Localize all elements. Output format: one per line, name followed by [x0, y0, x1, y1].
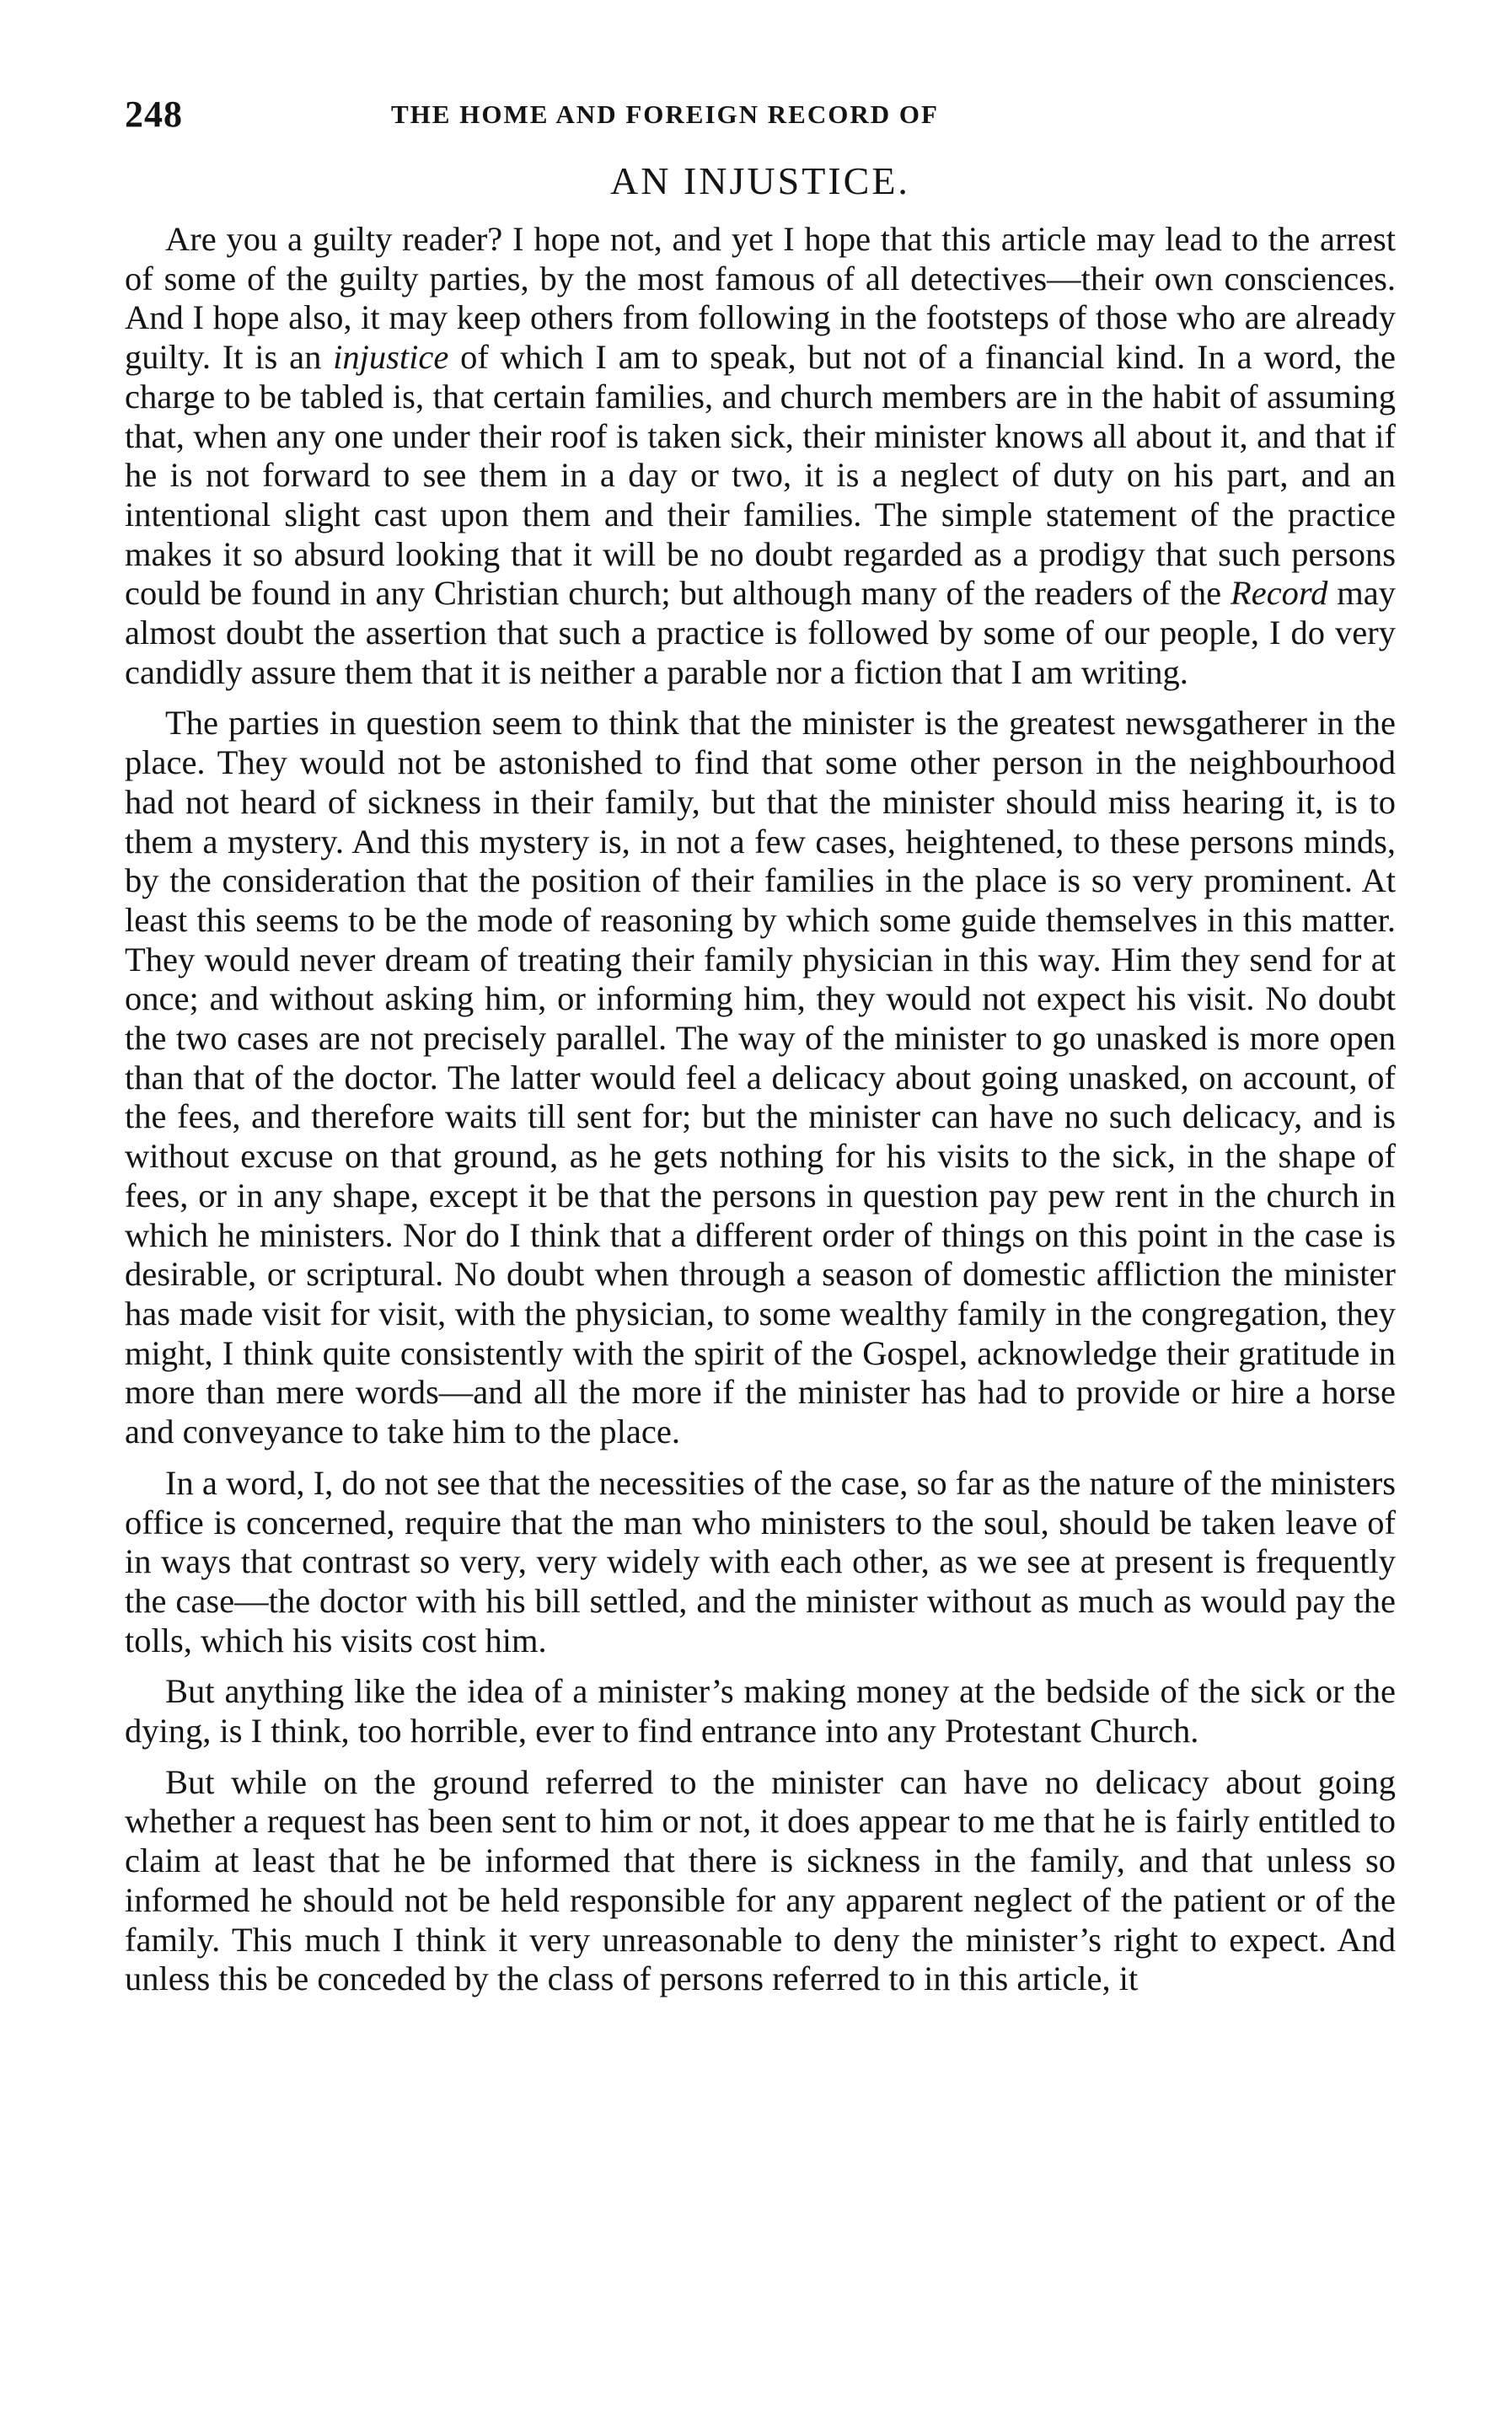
page-number: 248 [125, 94, 183, 135]
paragraph-text: Are you a guilty reader? I hope not, and yet I hope that this article may lead to the arrest of some of the guilty parties, by the most famous of all detectives—their own consciences. And I hope also, it may keep others from following in the footsteps of those who are already guilty. It is an [125, 220, 1396, 377]
article-paragraph-4: But anything like the idea of a minister’s making money at the bedside of the sick or the dying, is I think, too horrible, ever to find entrance into any Protestant Church. [125, 1672, 1396, 1750]
journal-title: THE HOME AND FOREIGN RECORD OF [391, 99, 939, 129]
emphasis-record: Record [1230, 574, 1328, 613]
article-paragraph-1 [125, 220, 1396, 692]
emphasis-injustice: injustice [333, 338, 449, 377]
article-paragraph-2: The parties in question seem to think that the minister is the greatest newsgatherer in the place. They would not be astonished to find that some other person in the neighbourhood had not heard of sickness in their family, but that the minister should miss hearing it, is to them a mystery. And this mystery is, in not a few cases, heightened, to these persons minds, by the consideration that the position of their families in the place is so very prominent. At least this seems to be the mode of reasoning by which some guide themselves in this matter. They would never dream of treating their family physician in this way. Him they send for at once; and without asking him, or informing him, they would not expect his visit. No doubt the two cases are not precisely parallel. The way of the minister to go unasked is more open than that of the doctor. The latter would feel a delicacy about going unasked, on account, of the fees, and therefore waits till sent for; but the minister can have no such delicacy, and is without excuse on that ground, as he gets nothing for his visits to the sick, in the shape of fees, or in any shape, except it be that the persons in question pay pew rent in the church in which he ministers. Nor do I think that a different order of things on this point in the case is desirable, or scriptural. No doubt when through a season of domestic affliction the minister has made visit for visit, with the physician, to some wealthy family in the congregation, they might, I think quite consistently with the spirit of the Gospel, acknowledge their gratitude in more than mere words—and all the more if the minister has had to provide or hire a horse and conveyance to take him to the place. [125, 704, 1396, 1451]
running-header [125, 93, 1396, 140]
article-paragraph-3: In a word, I, do not see that the necessities of the case, so far as the nature of the ministers office is concerned, require that the man who ministers to the soul, should be taken leave of in ways that contrast so very, very widely with each other, as we see at present is frequently the case—the doctor with his bill settled, and the minister without as much as would pay the tolls, which his visits cost him. [125, 1463, 1396, 1659]
document-page [125, 93, 1396, 2011]
paragraph-text: may almost doubt the assertion that such a practice is followed by some of our people, I do very candidly assure them that it is neither a parable nor a fiction that I am writing. [125, 574, 1397, 691]
article-paragraph-5: But while on the ground referred to the minister can have no delicacy about going whether a request has been sent to him or not, it does appear to me that he is fairly entitled to claim at least that he be informed that there is sickness in the family, and that unless so informed he should not be held responsible for any apparent neglect of the patient or of the family. This much I think it very unreasonable to deny the minister’s right to expect. And unless this be conceded by the class of persons referred to in this article, it [125, 1762, 1396, 1998]
article-title: AN INJUSTICE. [610, 159, 910, 202]
paragraph-text: of which I am to speak, but not of a financial kind. In a word, the charge to be tabled is, that certain families, and church members are in the habit of assuming that, when any one under their roof is taken sick, their minister knows all about it, and that if he is not forward to see them in a day or two, it is a neglect of duty on his part, and an intentional slight cast upon them and their families. The simple statement of the practice makes it so absurd looking that it will be no doubt regarded as a prodigy that such persons could be found in any Christian church; but although many of the readers of the [125, 338, 1396, 613]
